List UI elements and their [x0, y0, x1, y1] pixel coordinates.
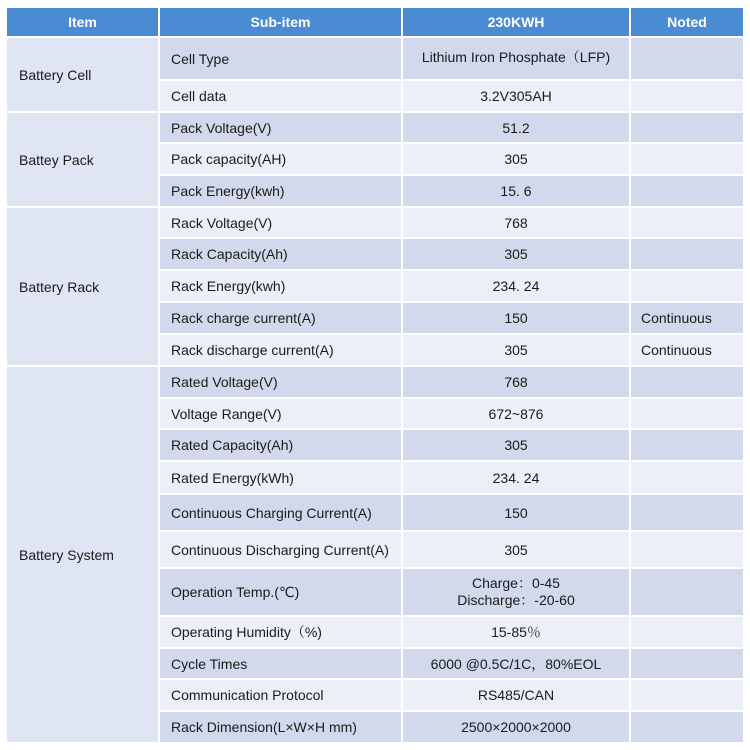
note-cell: [630, 398, 744, 429]
header-value: 230KWH: [402, 7, 630, 37]
sub-item-cell: Rated Energy(kWh): [159, 461, 402, 494]
sub-item-cell: Cycle Times: [159, 648, 402, 679]
value-cell: 51.2: [402, 112, 630, 143]
sub-item-cell: Rack charge current(A): [159, 302, 402, 334]
note-cell: [630, 461, 744, 494]
value-cell: [402, 568, 630, 616]
value-cell: 672~876: [402, 398, 630, 429]
sub-item-cell: Communication Protocol: [159, 679, 402, 711]
group-battery-pack: Battey Pack: [6, 112, 159, 207]
header-item: Item: [6, 7, 159, 37]
group-battery-cell: Battery Cell: [6, 37, 159, 112]
table-row: [6, 112, 744, 143]
sub-item-cell: Operation Temp.(℃): [159, 568, 402, 616]
value-cell: 768: [402, 207, 630, 238]
value-cell: 6000 @0.5C/1C，80%EOL: [402, 648, 630, 679]
note-cell: [630, 568, 744, 616]
sub-item-cell: Pack Energy(kwh): [159, 175, 402, 207]
sub-item-cell: Pack capacity(AH): [159, 143, 402, 175]
value-line-charge: Charge：0-45: [472, 575, 560, 591]
table-row: [6, 37, 744, 80]
value-line-discharge: Discharge：-20-60: [457, 592, 575, 608]
note-cell: [630, 112, 744, 143]
value-cell: 234. 24: [402, 270, 630, 302]
note-cell: [630, 143, 744, 175]
sub-item-cell: Rack Energy(kwh): [159, 270, 402, 302]
sub-item-cell: Operating Humidity（%): [159, 616, 402, 648]
note-cell: [630, 711, 744, 743]
value-cell: 305: [402, 143, 630, 175]
header-row: [6, 7, 744, 37]
value-cell: 150: [402, 302, 630, 334]
value-cell: 305: [402, 429, 630, 461]
value-cell: 15. 6: [402, 175, 630, 207]
note-cell: [630, 207, 744, 238]
note-cell: [630, 37, 744, 80]
sub-item-cell: Voltage Range(V): [159, 398, 402, 429]
note-cell: [630, 679, 744, 711]
value-cell: 305: [402, 531, 630, 568]
note-cell: [630, 238, 744, 270]
header-sub-item: Sub-item: [159, 7, 402, 37]
sub-item-cell: Rated Capacity(Ah): [159, 429, 402, 461]
spec-table: [5, 6, 745, 744]
group-battery-rack: Battery Rack: [6, 207, 159, 366]
value-cell: RS485/CAN: [402, 679, 630, 711]
value-cell: 305: [402, 238, 630, 270]
sub-item-cell: Continuous Discharging Current(A): [159, 531, 402, 568]
value-cell: 3.2V305AH: [402, 80, 630, 112]
sub-item-cell: Cell Type: [159, 37, 402, 80]
note-cell: [630, 366, 744, 398]
value-cell: 15-85％: [402, 616, 630, 648]
note-cell: Continuous: [630, 302, 744, 334]
note-cell: [630, 175, 744, 207]
sub-item-cell: Rack discharge current(A): [159, 334, 402, 366]
value-cell: 305: [402, 334, 630, 366]
value-cell: 150: [402, 494, 630, 531]
value-cell: 2500×2000×2000: [402, 711, 630, 743]
value-cell: Lithium Iron Phosphate（LFP): [402, 37, 630, 80]
note-cell: [630, 270, 744, 302]
note-cell: Continuous: [630, 334, 744, 366]
note-cell: [630, 531, 744, 568]
note-cell: [630, 648, 744, 679]
sub-item-cell: Pack Voltage(V): [159, 112, 402, 143]
group-battery-system: Battery System: [6, 366, 159, 743]
note-cell: [630, 494, 744, 531]
sub-item-cell: Rack Voltage(V): [159, 207, 402, 238]
value-cell: 768: [402, 366, 630, 398]
value-cell: 234. 24: [402, 461, 630, 494]
note-cell: [630, 429, 744, 461]
table-row: [6, 366, 744, 398]
note-cell: [630, 80, 744, 112]
header-noted: Noted: [630, 7, 744, 37]
sub-item-cell: Cell data: [159, 80, 402, 112]
sub-item-cell: Continuous Charging Current(A): [159, 494, 402, 531]
sub-item-cell: Rack Dimension(L×W×H mm): [159, 711, 402, 743]
sub-item-cell: Rated Voltage(V): [159, 366, 402, 398]
note-cell: [630, 616, 744, 648]
table-row: [6, 207, 744, 238]
sub-item-cell: Rack Capacity(Ah): [159, 238, 402, 270]
